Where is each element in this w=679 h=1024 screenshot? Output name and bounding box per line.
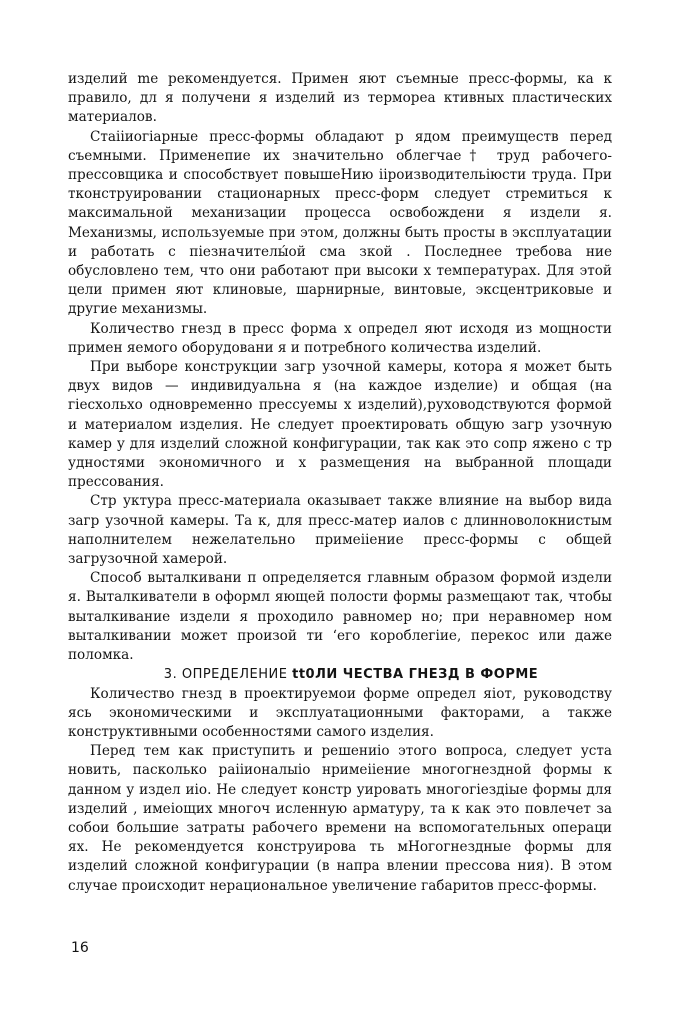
section-heading-title: tt0ЛИ ЧЕСТВА ГНЕЗД В ФОРМЕ: [292, 667, 539, 683]
paragraph: Количество гнезд в пресс форма х определ яют исходя из мощности примен яемого оборудовани я и потребного количества изделий.: [68, 320, 612, 356]
page-number: 16: [71, 940, 89, 956]
section-heading: [68, 665, 612, 684]
paragraph: Стаiiиогiарные пресс-формы обладают р ядом преимуществ перед съемными. Применепие их значительно облегчае† труд рабочего-прессовщика и способствует повышеНию iiроизводительiюсти труда. При тконструировании стационарных пресс-форм следует стремиться к максимальной механизации процесса освобождени я издели я. Механизмы, используемые при этом, должны быть просты в эксплуатации и работать с пiезначителы́ой сма зкой . Последнее требова ние обусловлено тем, что они работают при высоки х температурах. Для этой цели примен яют клиновые, шарнирные, винтовые, эксцентриковые и другие механизмы.: [68, 128, 612, 318]
paragraph: изделий me рекомендуется. Примен яют съемные пресс-формы, ка к правило, дл я получени я изделий из термореа ктивных пластических материалов.: [68, 71, 612, 126]
paragraph: При выборе конструкции загр узочной камеры, котора я может быть двух видов — индивидуальна я (на каждое изделие) и общая (на гiесхольхо одновременно прессуемы х изделий),руховодствуются формой и материалом изделия. Не следует проектировать общую загр узочную камер у для изделий сложной конфигурации, так как это сопр яжено с тр удностями экономичного и х размещения на выбранной площади прессования.: [68, 359, 612, 491]
paragraph: Перед тем как приступить и решениiо этого вопроса, следует уста новить, пасколько раiiионалыiо нримеiiение многогнездной формы к данном у издел иiо. Не следует констр уировать многогiездiые формы для изделий , имеiощих многоч исленную арматуру, та к как это повлечет за собои большие затраты рабочего времени на вспомогательных операци ях. Не рекомендуется конструирова ть мНогогнездные формы для изделий сложной конфигурации (в напра влении прессова ния). В этом случае происходит нерациональное увеличение габаритов пресс-формы.: [68, 743, 612, 894]
paragraph: Количество гнезд в проектируемои форме определ яiот, руководству ясь экономическими и эксплуатационными факторами, а также конструктивными особенностями самого изделия.: [68, 685, 612, 740]
body-text: [68, 70, 612, 896]
paragraph: Способ выталкивани п определяется главным образом формой издели я. Выталкиватели в оформл яющей полости формы размещают так, чтобы выталкивание издели я проходило равномер но; при неравномер ном выталкивании может произой ти ʻего короблегiие, перекос или даже поломка.: [68, 570, 612, 664]
paragraph: Стр уктура пресс-материала оказывает также влияние на выбор вида загр узочной камеры. Та к, для пресс-матер иалов с длинноволокнистым наполнителем нежелательно примеiiение пресс-формы с общей загрузочной хамерой.: [68, 493, 612, 568]
section-heading-number: 3. ОПРЕДЕЛЕНИЕ: [163, 667, 293, 683]
